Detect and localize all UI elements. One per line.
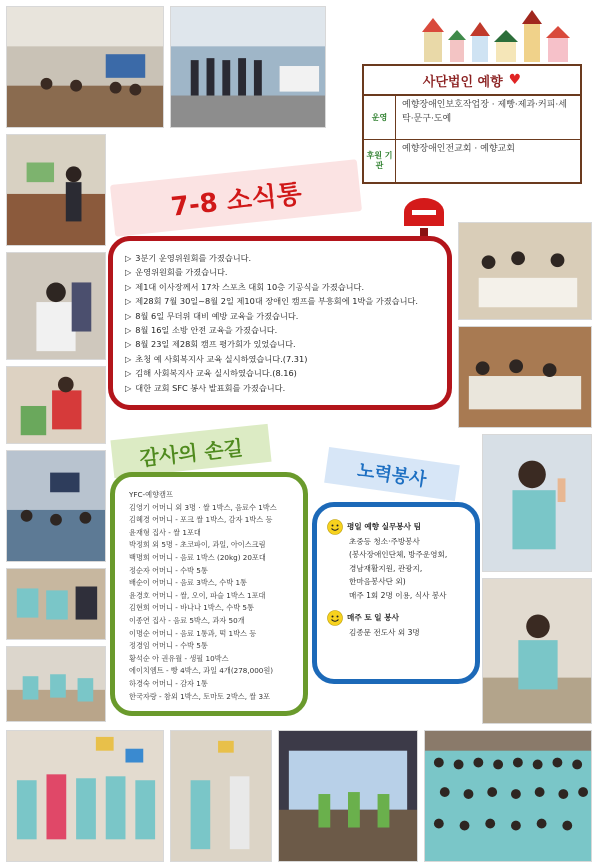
photo-worship-hall (6, 6, 164, 128)
thanks-line: 박정희 외 5명 - 초코파이, 과일, 아이스크림 (129, 540, 266, 550)
organization-title (364, 66, 580, 96)
volunteer-line: 초중등 청소·주방봉사 (349, 537, 420, 546)
news-item: ▷ 초청 예 사회복지사 교육 실시하였습니다.(7.31) (125, 353, 308, 364)
news-item: ▷ 8월 6일 무더위 대비 예방 교육을 가졌습니다. (125, 310, 299, 321)
thanks-line: 하경숙 어머니 - 감자 1통 (129, 678, 208, 688)
news-item: ▷ 3분기 운영위원회를 가졌습니다. (125, 253, 252, 263)
organization-row-label: 후원 기관 (364, 140, 396, 182)
photo-stage-performance (278, 730, 418, 862)
volunteer-heading: 평일 예향 실무봉사 팀 (327, 519, 467, 535)
photo-crowd (424, 730, 592, 862)
organization-row-value: 예향장애인전교회 · 예향교회 (402, 144, 515, 154)
organization-box (362, 64, 582, 184)
photo-meeting-1 (458, 222, 592, 320)
news-item: ▷ 김해 사회복지사 교육 실시하였습니다.(8.16) (125, 368, 297, 379)
thanks-line: 이명순 어머니 - 음료 1통과, 떡 1박스 등 (129, 628, 257, 638)
photo-campers-floor (6, 646, 106, 722)
thanks-line: 에이치엠트 - 빵 4박스, 과일 4개(278,000원) (129, 666, 274, 676)
photo-dance (170, 730, 272, 862)
organization-row-operation (364, 96, 580, 140)
volunteer-line: 경남재활지원, 관광지, (349, 563, 423, 573)
smiley-icon (327, 610, 343, 626)
thanks-line: 배순이 어머니 - 음료 3박스, 수박 1통 (129, 578, 247, 588)
thanks-line: 황석순 아 권유월 - 생필 10박스 (129, 653, 229, 663)
photo-camper-stretch (482, 578, 592, 724)
thanks-banner: 감사의 손길 (110, 424, 271, 478)
volunteer-line: 김종문 전도사 외 3명 (349, 628, 420, 638)
news-item: ▷ 대한 교회 SFC 봉사 발표회를 가졌습니다. (125, 382, 286, 393)
thanks-line: 한국자랑 - 참외 1박스, 토마토 2박스, 쌀 3포 (129, 691, 271, 701)
thanks-line: 김현희 어머니 - 바나나 1박스, 수박 5통 (129, 603, 254, 613)
organization-name: 사단법인 예향 (422, 74, 503, 90)
thanks-line: 정경임 어머니 - 수박 5통 (129, 641, 208, 651)
organization-row-sponsor (364, 140, 580, 182)
photo-camper-thumbsup (482, 434, 592, 572)
thanks-line: 백명희 어머니 - 음료 1박스 (20kg) 20포대 (129, 552, 266, 562)
heart-icon: ♥ (508, 72, 522, 88)
photo-campers-sitting (6, 568, 106, 640)
thanks-line: 김혜경 어머니 - 포크 쌀 1박스, 감자 1박스 등 (129, 515, 273, 525)
news-item: ▷ 운영위원회를 가졌습니다. (125, 267, 228, 278)
volunteer-box (312, 502, 480, 684)
volunteer-line: 한마음봉사단 외) (349, 577, 406, 587)
thanks-line: YFC-예향캠프 (129, 490, 173, 499)
thanks-line: 윤경호 어머니 - 쌀, 오이, 파슬 1박스 1포대 (129, 590, 266, 600)
volunteer-line: (봉사장애인단체, 방주운영회, (349, 550, 448, 560)
photo-volunteer-haircut (6, 366, 106, 444)
news-item: ▷ 제28회 7월 30일~8월 2일 제10대 장애인 캠프를 부흥회에 1박을 가졌습니다. (125, 296, 419, 307)
photo-group-outdoor (170, 6, 326, 128)
news-item: ▷ 제1대 이사장께서 17차 스포츠 대회 10층 기공식을 가졌습니다. (125, 281, 365, 292)
thanks-line: 정순자 어머니 - 수박 5통 (129, 565, 208, 575)
thanks-box (110, 472, 308, 716)
smiley-icon (327, 519, 343, 535)
news-item: ▷ 8월 23일 제28회 캠프 평가회가 있었습니다. (125, 339, 296, 350)
photo-meeting-2 (458, 326, 592, 428)
photo-preacher (6, 134, 106, 246)
news-item: ▷ 8월 16일 소방 안전 교육을 가졌습니다. (125, 325, 278, 336)
organization-row-value: 예향장애인보호작업장 · 제빵·제과·커피·세탁·문구·도예 (402, 100, 567, 124)
photo-camp-room (6, 450, 106, 562)
volunteer-banner: 노력봉사 (324, 447, 460, 501)
news-banner: 7-8 소식통 (110, 159, 362, 237)
volunteer-line: 매주 1회 2명 이용, 식사 봉사 (349, 590, 447, 600)
photo-haircut (6, 252, 106, 360)
thanks-line: 윤재형 집사 - 쌀 1포대 (129, 527, 201, 537)
volunteer-heading: 매주 토 일 봉사 (327, 610, 467, 626)
news-box (108, 236, 452, 410)
organization-row-label: 운영 (364, 96, 396, 139)
photo-team-signs (6, 730, 164, 862)
houses-illustration (420, 10, 582, 64)
thanks-line: 김영기 어머니 외 3명 · 쌀 1박스, 음료수 1박스 (129, 502, 277, 512)
thanks-line: 이종연 집사 - 음료 5박스, 과자 50개 (129, 615, 245, 625)
